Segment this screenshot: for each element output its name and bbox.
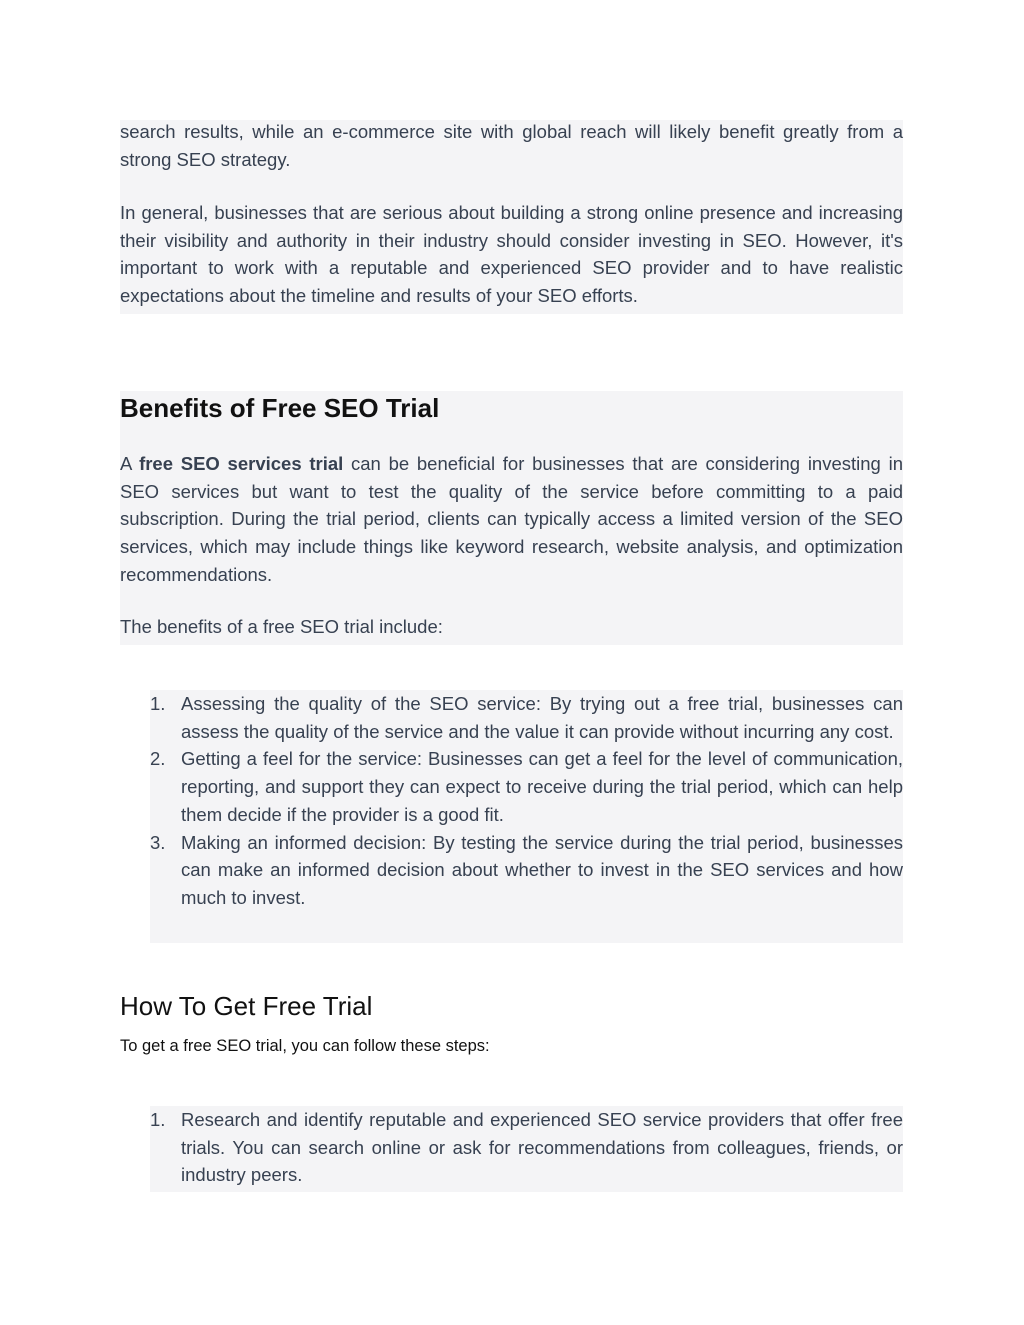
list-item-number: 3. xyxy=(150,831,166,853)
benefits-heading: Benefits of Free SEO Trial xyxy=(120,393,440,423)
free-seo-services-trial-bold: free SEO services trial xyxy=(139,453,344,474)
benefits-paragraph xyxy=(120,450,903,589)
intro-paragraph-2: In general, businesses that are serious about building a strong online presence and increasing their visibility and authority in their industry should consider investing in SEO. However, it's important to work with a reputable and experienced SEO provider and to have realistic expectations about the timeline and results of your SEO efforts. xyxy=(120,202,903,307)
list-item xyxy=(150,829,903,912)
list-item-text: Research and identify reputable and experienced SEO service providers that offer free trials. You can search online or ask for recommendations from colleagues, friends, or industry peers. xyxy=(181,1109,903,1186)
howto-lead: To get a free SEO trial, you can follow these steps: xyxy=(120,1037,490,1055)
list-item-text: Making an informed decision: By testing the service during the trial period, businesses can make an informed decision about whether to invest in the SEO services and how much to invest. xyxy=(181,831,903,908)
howto-heading: How To Get Free Trial xyxy=(120,991,373,1021)
list-item xyxy=(150,745,903,828)
benefits-list xyxy=(150,690,903,912)
list-item xyxy=(150,1106,903,1189)
list-item xyxy=(150,690,903,745)
list-item-number: 1. xyxy=(150,693,166,714)
benefits-paragraph-prefix: A xyxy=(120,453,140,474)
list-item-text: Getting a feel for the service: Businesses can get a feel for the level of communication, reporting, and support they can expect to receive during the trial period, which can help them decide if the provider is a good fit. xyxy=(181,748,903,825)
list-item-number: 1. xyxy=(150,1109,166,1130)
intro-paragraph-1: search results, while an e-commerce site with global reach will likely benefit greatly from a strong SEO strategy. xyxy=(120,121,903,170)
benefits-paragraph-rest: can be beneficial for businesses that are considering investing in SEO services but want to test the quality of the service before committing to a paid subscription. During the trial period, clients can typically access a limited version of the SEO services, which may include things like keyword research, website analysis, and optimization recommendations. xyxy=(120,453,903,585)
benefits-lead: The benefits of a free SEO trial include: xyxy=(120,616,443,637)
howto-list xyxy=(150,1106,903,1189)
list-item-text: Assessing the quality of the SEO service: By trying out a free trial, businesses can assess the quality of the service and the value it can provide without incurring any cost. xyxy=(181,693,903,742)
list-item-number: 2. xyxy=(150,748,166,770)
